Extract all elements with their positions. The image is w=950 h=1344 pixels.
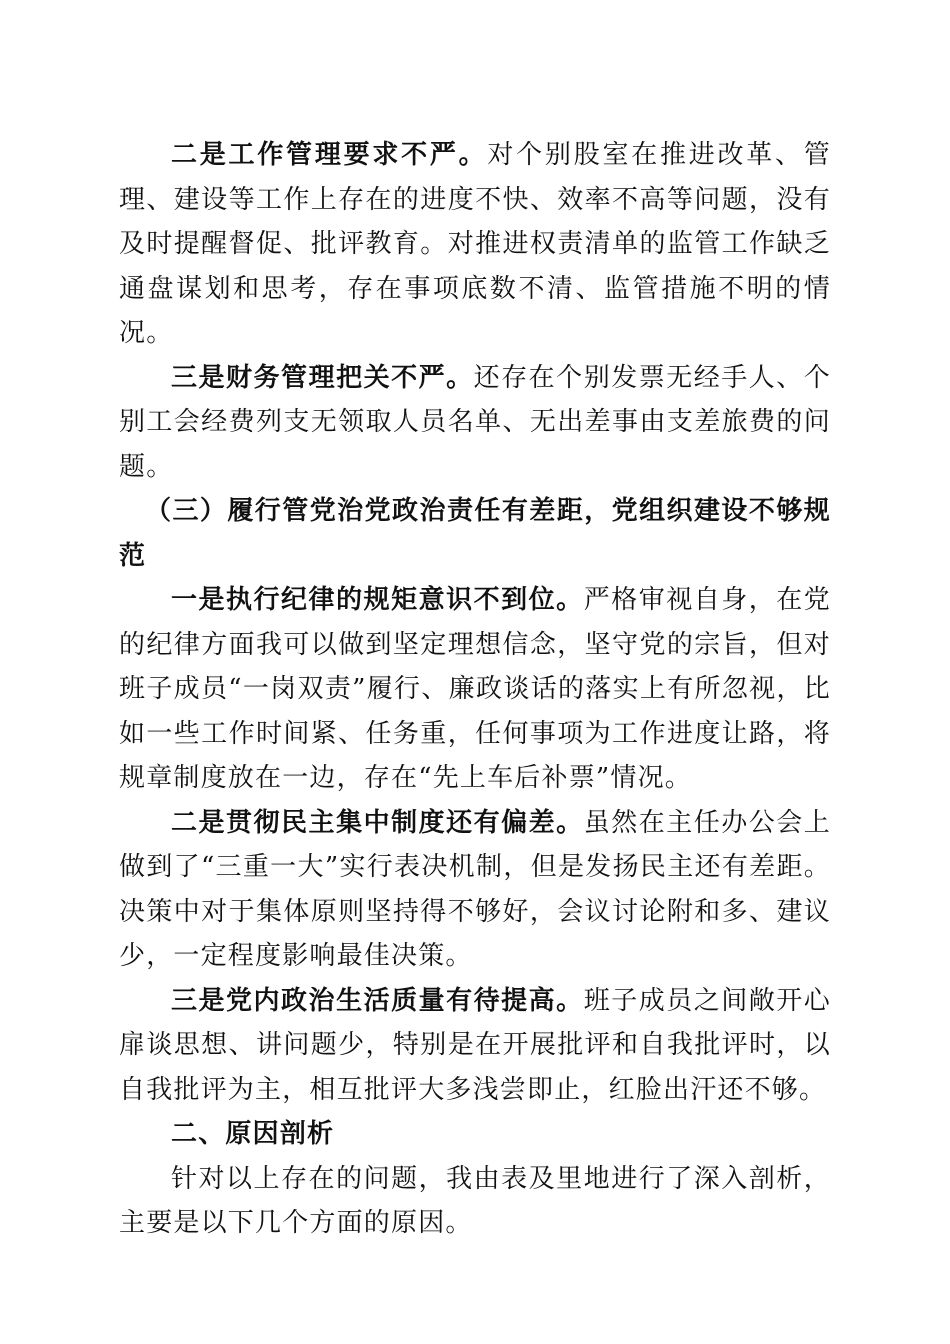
paragraph-text: 严格审视自身，在党的纪律方面我可以做到坚定理想信念，坚守党的宗旨，但对班子成员“一岗双责”履行、廉政谈话的落实上有所忽视，比如一些工作时间紧、任务重，任何事项为工作进度让路，将规章制度放在一边，存在“先上车后补票”情况。: [119, 585, 831, 793]
paragraph-text: 对个别股室在推进改革、管理、建设等工作上存在的进度不快、效率不高等问题，没有及时提醒督促、批评教育。对推进权责清单的监管工作缺乏通盘谋划和思考，存在事项底数不清、监管措施不明的情况。: [119, 140, 832, 348]
paragraph-text: 虽然在主任办公会上做到了“三重一大”实行表决机制，但是发扬民主还有差距。决策中对于集体原则坚持得不够好，会议讨论附和多、建议少，一定程度影响最佳决策。: [119, 807, 831, 971]
paragraph-lead: 三是财务管理把关不严。: [171, 362, 474, 393]
paragraph-text: 还存在个别发票无经手人、个别工会经费列支无领取人员名单、无出差事由支差旅费的问题。: [119, 362, 831, 482]
paragraph-closing: 针对以上存在的问题，我由表及里地进行了深入剖析，主要是以下几个方面的原因。: [119, 1163, 831, 1238]
paragraph-text: 班子成员之间敞开心扉谈思想、讲问题少，特别是在开展批评和自我批评时，以自我批评为主，相互批评大多浅尝即止，红脸出汗还不够。: [119, 985, 831, 1105]
paragraph-lead: 三是党内政治生活质量有待提高。: [171, 985, 584, 1016]
document-body: [119, 133, 831, 1246]
paragraph-work-management: [119, 133, 831, 356]
paragraph-lead: 二是贯彻民主集中制度还有偏差。: [171, 807, 584, 838]
paragraph-lead: 一是执行纪律的规矩意识不到位。: [171, 585, 584, 615]
paragraph-political-life: [119, 979, 831, 1113]
paragraph-democratic-centralism: [119, 801, 831, 979]
subsection-heading: （三）履行管党治党政治责任有差距，党组织建设不够规范: [119, 496, 831, 571]
section-heading: 二、原因剖析: [171, 1119, 335, 1149]
paragraph-discipline: [119, 578, 831, 801]
paragraph-finance-management: [119, 356, 831, 490]
paragraph-lead: 二是工作管理要求不严。: [171, 140, 488, 170]
